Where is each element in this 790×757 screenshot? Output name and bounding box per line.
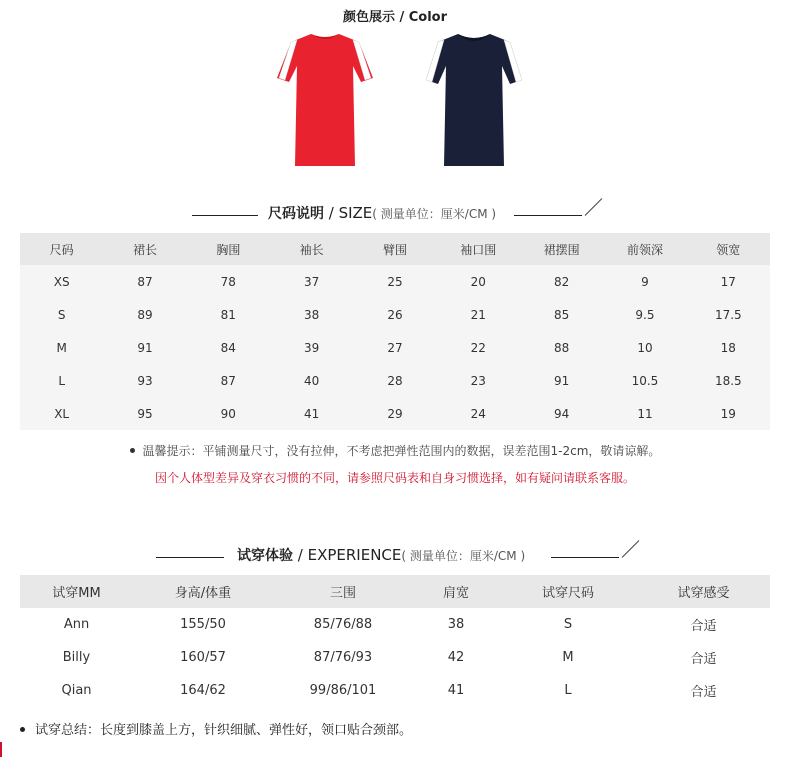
table-cell: 17.5 xyxy=(714,307,742,322)
table-cell: 41 xyxy=(447,683,465,698)
color-section-title: 颜色展示 / Color xyxy=(342,10,448,25)
table-cell: 88 xyxy=(553,340,570,355)
experience-section-header xyxy=(0,545,790,569)
table-cell: 17 xyxy=(720,274,736,289)
table-cell: 23 xyxy=(470,373,486,388)
table-cell: 91 xyxy=(553,373,570,388)
experience-table-header-row xyxy=(20,575,770,608)
table-cell: 10.5 xyxy=(631,373,659,388)
table-cell: 87 xyxy=(137,274,153,289)
table-cell: M xyxy=(56,340,67,355)
experience-table-header-cell: 肩宽 xyxy=(413,575,499,608)
table-cell: 19 xyxy=(720,406,736,421)
table-cell: XS xyxy=(53,274,70,289)
table-cell: 38 xyxy=(304,307,320,322)
table-cell: 41 xyxy=(304,406,320,421)
experience-table-header-cell: 试穿MM xyxy=(20,575,133,608)
size-section-header xyxy=(0,203,790,227)
table-row xyxy=(20,397,770,430)
table-cell: 84 xyxy=(220,340,236,355)
measurement-tip: 温馨提示：平铺测量尺寸，没有拉伸，不考虑把弹性范围内的数据，误差范围1-2cm，敬请谅解。 xyxy=(0,442,790,459)
table-cell: 9.5 xyxy=(635,307,655,322)
table-cell: 9 xyxy=(641,274,649,289)
experience-table-header-cell: 身高/体重 xyxy=(133,575,273,608)
table-cell: S xyxy=(57,307,66,322)
table-cell: 95 xyxy=(137,406,153,421)
size-table-header-cell: 裙摆围 xyxy=(520,233,603,265)
size-table-header-cell: 前领深 xyxy=(603,233,686,265)
table-cell: 27 xyxy=(387,340,403,355)
size-table-header-cell: 袖长 xyxy=(270,233,353,265)
experience-section-title: 试穿体验 / EXPERIENCE( 测量单位：厘米/CM ) xyxy=(237,546,526,564)
table-cell: 87/76/93 xyxy=(313,650,373,665)
table-cell: 85/76/88 xyxy=(313,617,373,632)
table-cell: 21 xyxy=(470,307,486,322)
experience-table-header-cell: 三围 xyxy=(273,575,413,608)
table-row xyxy=(20,364,770,397)
table-cell: 39 xyxy=(304,340,320,355)
table-row xyxy=(20,265,770,298)
table-cell: L xyxy=(58,373,65,388)
table-cell: 99/86/101 xyxy=(309,683,377,698)
table-cell: 合适 xyxy=(690,652,717,667)
table-cell: 81 xyxy=(220,307,236,322)
table-cell: 22 xyxy=(470,340,486,355)
size-table-header-cell: 胸围 xyxy=(187,233,270,265)
table-cell: 38 xyxy=(447,617,465,632)
table-cell: 90 xyxy=(220,406,236,421)
table-cell: Qian xyxy=(61,683,92,698)
red-dress-image xyxy=(275,30,375,168)
table-cell: 18 xyxy=(720,340,736,355)
table-cell: 155/50 xyxy=(180,617,226,632)
navy-dress-image xyxy=(424,30,524,168)
table-cell: 93 xyxy=(137,373,153,388)
table-cell: 18.5 xyxy=(714,373,742,388)
table-cell: L xyxy=(564,683,572,698)
table-cell: 89 xyxy=(137,307,153,322)
table-cell: 37 xyxy=(304,274,320,289)
bullet-icon xyxy=(130,448,135,453)
table-cell: 24 xyxy=(470,406,486,421)
experience-table-header-cell: 试穿尺码 xyxy=(499,575,637,608)
fit-warning: 因个人体型差异及穿衣习惯的不同，请参照尺码表和自身习惯选择，如有疑问请联系客服。 xyxy=(154,471,635,485)
header-slash xyxy=(585,198,603,216)
size-table xyxy=(20,233,770,430)
size-table-header-cell: 尺码 xyxy=(20,233,103,265)
header-line-right xyxy=(551,557,619,558)
table-row xyxy=(20,608,770,641)
table-cell: 11 xyxy=(637,406,653,421)
table-cell: 25 xyxy=(387,274,403,289)
table-cell: 10 xyxy=(637,340,653,355)
table-cell: 合适 xyxy=(690,685,717,700)
table-cell: M xyxy=(562,650,574,665)
bullet-icon xyxy=(20,727,25,732)
table-cell: 合适 xyxy=(690,619,717,634)
table-cell: 82 xyxy=(553,274,570,289)
table-cell: 94 xyxy=(553,406,570,421)
experience-table-header-cell: 试穿感受 xyxy=(637,575,770,608)
table-cell: XL xyxy=(54,406,70,421)
table-cell: 164/62 xyxy=(180,683,226,698)
table-cell: Billy xyxy=(62,650,91,665)
table-row xyxy=(20,331,770,364)
table-cell: 85 xyxy=(553,307,570,322)
table-row xyxy=(20,298,770,331)
experience-table xyxy=(20,575,770,707)
size-table-header-cell: 臂围 xyxy=(353,233,436,265)
header-line-right xyxy=(514,215,582,216)
table-cell: 87 xyxy=(220,373,236,388)
size-table-header-row xyxy=(20,233,770,265)
header-slash xyxy=(622,540,640,558)
size-section-title: 尺码说明 / SIZE( 测量单位：厘米/CM ) xyxy=(268,204,497,222)
table-cell: Ann xyxy=(63,617,90,632)
fit-summary: 试穿总结：长度到膝盖上方，针织细腻、弹性好，领口贴合颈部。 xyxy=(20,719,412,738)
header-line-left xyxy=(156,557,224,558)
header-line-left xyxy=(192,215,258,216)
table-cell: 91 xyxy=(137,340,153,355)
table-row xyxy=(20,674,770,707)
table-cell: 29 xyxy=(387,406,403,421)
size-table-header-cell: 领宽 xyxy=(687,233,770,265)
table-cell: 160/57 xyxy=(180,650,226,665)
size-table-header-cell: 裙长 xyxy=(103,233,186,265)
table-cell: 20 xyxy=(470,274,486,289)
size-table-header-cell: 袖口围 xyxy=(437,233,520,265)
table-cell: 26 xyxy=(387,307,403,322)
table-cell: 78 xyxy=(220,274,236,289)
table-cell: S xyxy=(563,617,573,632)
table-cell: 28 xyxy=(387,373,403,388)
accent-bar xyxy=(0,742,2,757)
table-cell: 40 xyxy=(304,373,320,388)
table-row xyxy=(20,641,770,674)
table-cell: 42 xyxy=(447,650,465,665)
